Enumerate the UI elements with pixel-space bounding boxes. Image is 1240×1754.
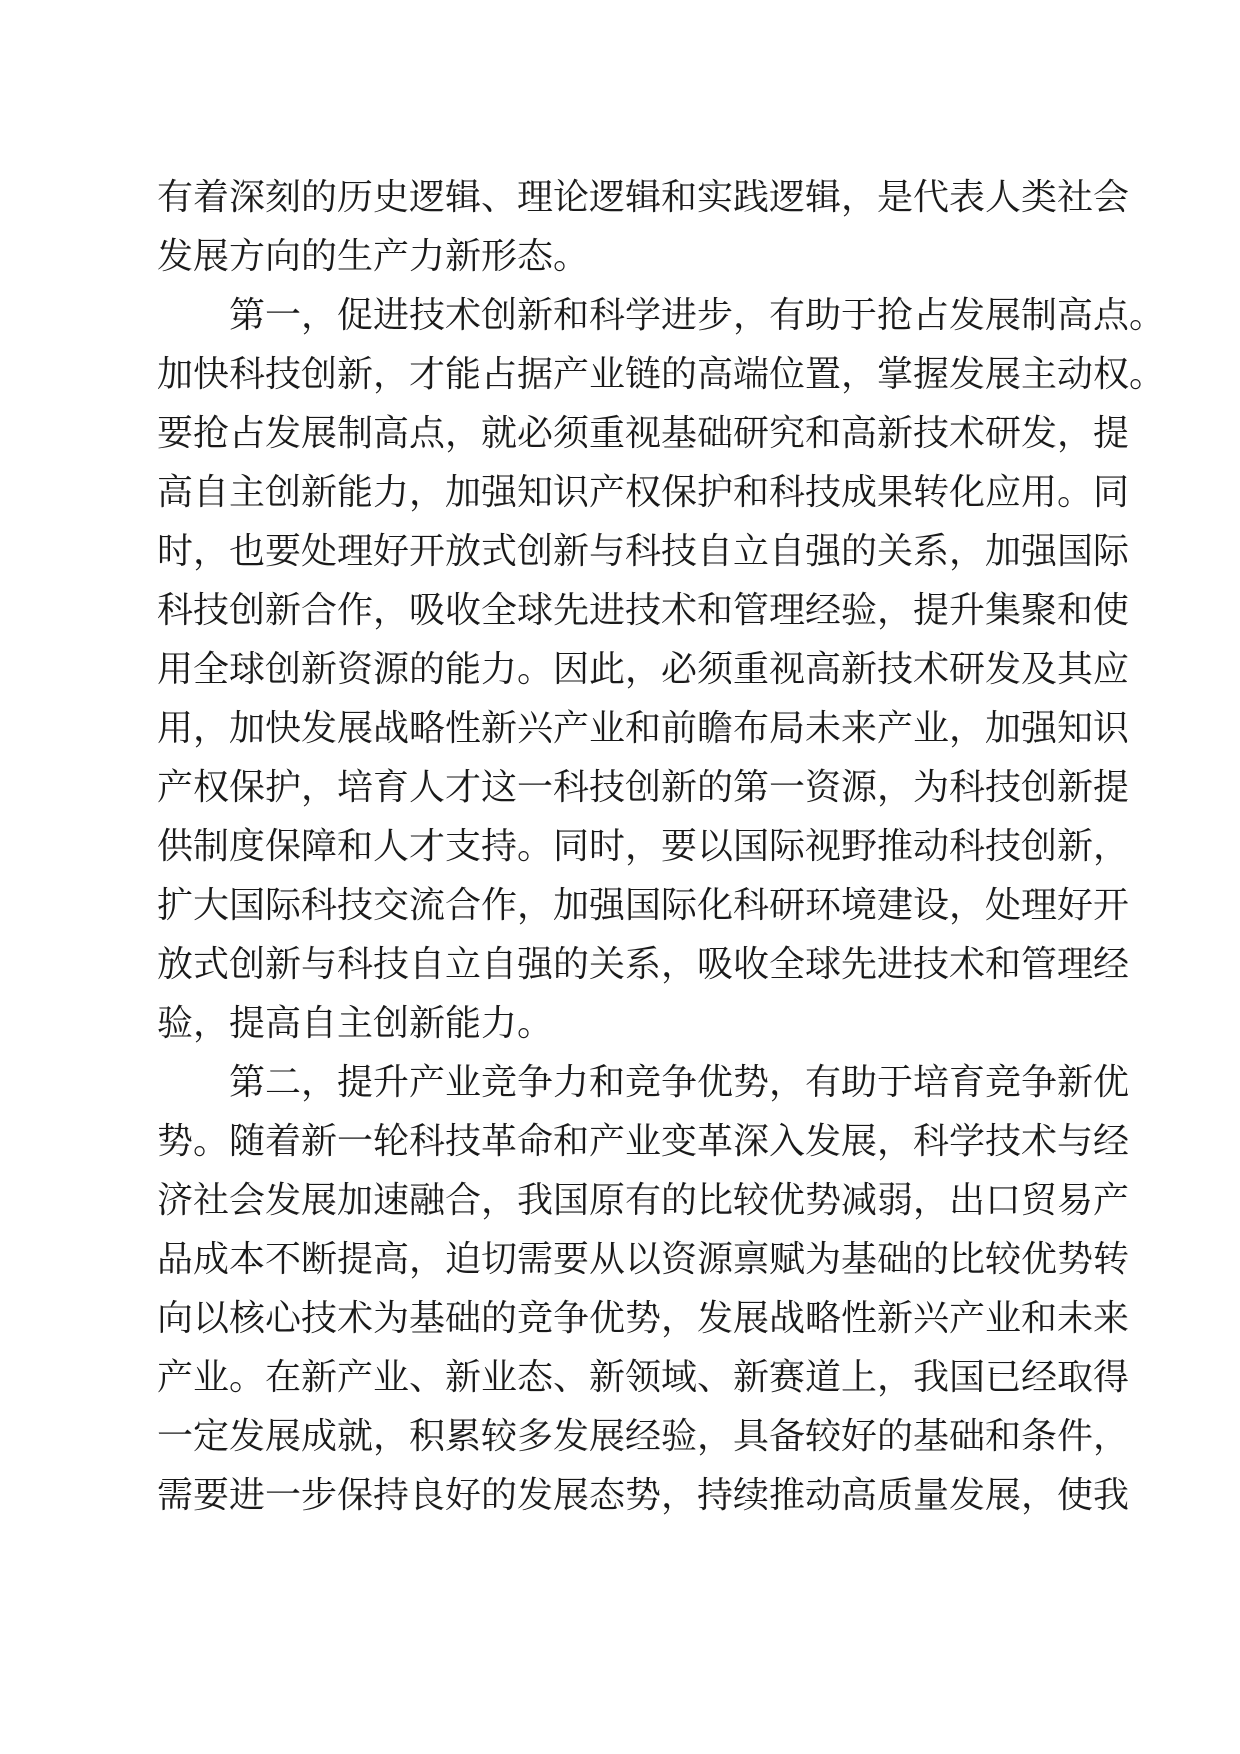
text-line: 供制度保障和人才支持。同时，要以国际视野推动科技创新， [157,826,1130,867]
body-text [157,168,1166,1525]
text-line: 第一，促进技术创新和科学进步，有助于抢占发展制高点。 [229,295,1166,336]
text-line: 时，也要处理好开放式创新与科技自立自强的关系，加强国际 [157,531,1130,572]
text-line: 一定发展成就，积累较多发展经验，具备较好的基础和条件， [157,1416,1130,1457]
text-line: 加快科技创新，才能占据产业链的高端位置，掌握发展主动权。 [157,354,1166,395]
text-line: 用全球创新资源的能力。因此，必须重视高新技术研发及其应 [157,649,1130,690]
text-line: 验，提高自主创新能力。 [157,1003,554,1044]
text-line: 势。随着新一轮科技革命和产业变革深入发展，科学技术与经 [157,1121,1130,1162]
text-line: 产权保护，培育人才这一科技创新的第一资源，为科技创新提 [157,767,1130,808]
text-line: 品成本不断提高，迫切需要从以资源禀赋为基础的比较优势转 [157,1239,1130,1280]
text-line: 第二，提升产业竞争力和竞争优势，有助于培育竞争新优 [229,1062,1130,1103]
text-line: 科技创新合作，吸收全球先进技术和管理经验，提升集聚和使 [157,590,1130,631]
text-line: 济社会发展加速融合，我国原有的比较优势减弱，出口贸易产 [157,1180,1130,1221]
text-line: 要抢占发展制高点，就必须重视基础研究和高新技术研发，提 [157,413,1130,454]
text-line: 放式创新与科技自立自强的关系，吸收全球先进技术和管理经 [157,944,1130,985]
text-line: 产业。在新产业、新业态、新领域、新赛道上，我国已经取得 [157,1357,1130,1398]
text-line: 扩大国际科技交流合作，加强国际化科研环境建设，处理好开 [157,885,1130,926]
text-line: 用，加快发展战略性新兴产业和前瞻布局未来产业，加强知识 [157,708,1130,749]
text-line: 发展方向的生产力新形态。 [157,236,590,277]
text-line: 向以核心技术为基础的竞争优势，发展战略性新兴产业和未来 [157,1298,1130,1339]
text-line: 需要进一步保持良好的发展态势，持续推动高质量发展，使我 [157,1475,1130,1516]
text-line: 有着深刻的历史逻辑、理论逻辑和实践逻辑，是代表人类社会 [157,177,1130,218]
text-line: 高自主创新能力，加强知识产权保护和科技成果转化应用。同 [157,472,1130,513]
